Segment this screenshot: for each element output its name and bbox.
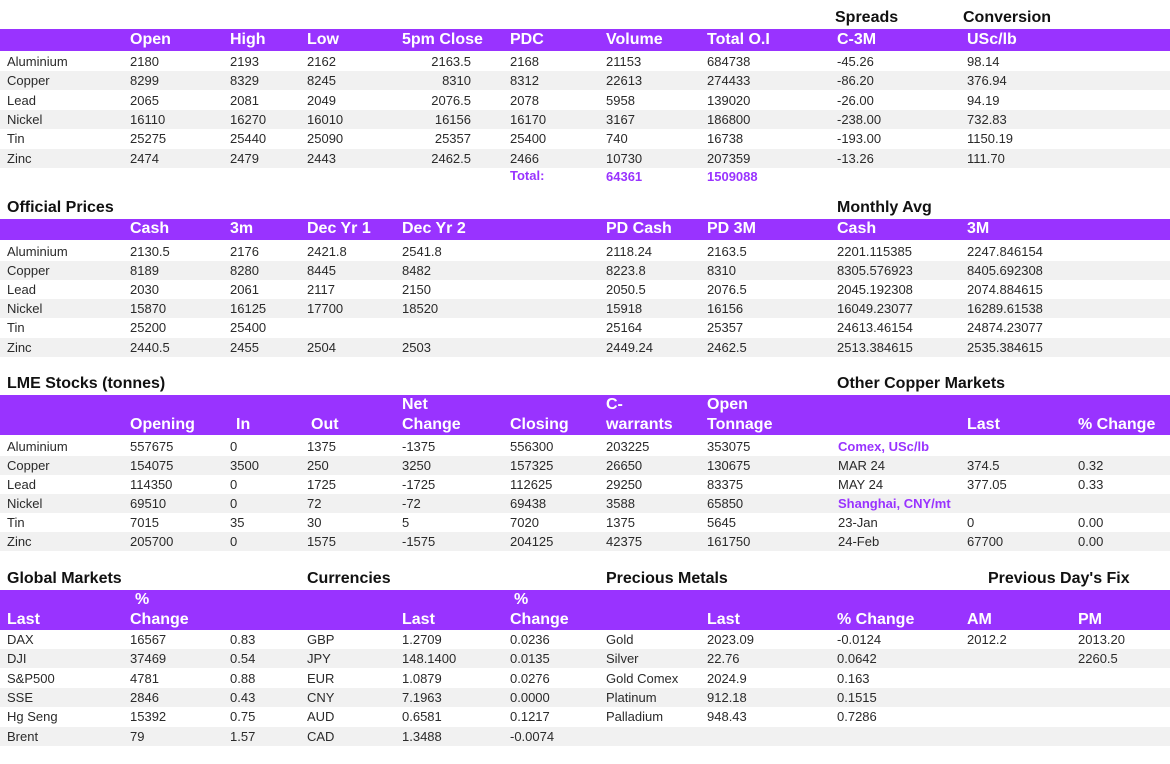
index-name: S&P500 [7, 670, 55, 686]
cell-conversion: 98.14 [967, 54, 1000, 69]
cell-last: 948.43 [707, 709, 747, 725]
cell-pd3m: 2076.5 [707, 282, 747, 298]
cell-pd3m: 2163.5 [707, 244, 747, 259]
cell-opening: 69510 [130, 496, 167, 511]
metal-name: Lead [7, 477, 36, 492]
index-name: Hg Seng [7, 709, 58, 725]
cell-opening: 154075 [130, 458, 174, 473]
cell-pdc: 8312 [510, 73, 539, 89]
column-header: 3M [967, 220, 990, 237]
cell-cash: 15870 [130, 301, 167, 317]
cell-open_tonnage: 161750 [707, 534, 751, 549]
cell-high: 2479 [230, 150, 259, 166]
cell-cash: 8189 [130, 263, 159, 279]
cell-cash: 2130.5 [130, 244, 170, 259]
cell-in: 3500 [230, 458, 259, 473]
cell-in: 0 [230, 439, 238, 454]
cell-pct-change: 0.0642 [837, 651, 877, 667]
cell-m3: 2176 [230, 244, 259, 259]
column-header: Volume [606, 31, 663, 48]
cell-pct-change: 0.32 [1078, 458, 1104, 473]
cell-pct-change: -0.0074 [510, 728, 555, 744]
cell-pm-fix: 2260.5 [1078, 651, 1118, 667]
cell-dec1: 8445 [307, 263, 336, 279]
metal-name: Nickel [7, 301, 43, 317]
column-header: Change [402, 416, 461, 433]
metal-name: Tin [7, 515, 25, 530]
cell-pct-change: 0.1217 [510, 709, 550, 725]
column-header: Last [402, 611, 435, 628]
cell-close5pm: 8310 [442, 73, 471, 89]
metal-name: Tin [7, 320, 25, 336]
cell-cwarrants: 29250 [606, 477, 643, 492]
column-header: In [236, 416, 251, 433]
cell-last: 37469 [130, 651, 167, 667]
metal-name: Zinc [7, 150, 32, 166]
cell-last: 22.76 [707, 651, 740, 667]
cell-closing: 7020 [510, 515, 539, 530]
cell-high: 2193 [230, 54, 259, 69]
cell-total_oi: 16738 [707, 131, 744, 147]
column-header: Last [967, 416, 1000, 433]
cell-opening: 557675 [130, 439, 174, 454]
contract-label: 23-Jan [838, 515, 878, 530]
cell-spread: -26.00 [837, 92, 874, 108]
cell-conversion: 94.19 [967, 92, 1000, 108]
cell-pct-change: 0.54 [230, 651, 256, 667]
cell-pct-change: 0.00 [1078, 534, 1104, 549]
cell-pct-change: 0.33 [1078, 477, 1104, 492]
cell-in: 0 [230, 477, 238, 492]
column-header: Closing [510, 416, 569, 433]
cell-in: 35 [230, 515, 245, 530]
cell-avgcash: 24613.46154 [837, 320, 913, 336]
column-header: % [135, 591, 150, 608]
currency-name: GBP [307, 632, 335, 647]
cell-total_oi: 207359 [707, 150, 751, 166]
header-band-official [0, 219, 1170, 240]
cell-opening: 205700 [130, 534, 174, 549]
monthly-avg-title: Monthly Avg [837, 199, 932, 216]
cell-last: 7.1963 [402, 689, 442, 705]
column-header: Low [307, 31, 339, 48]
column-header: % Change [837, 611, 915, 628]
row-stripe [0, 494, 1170, 513]
cell-cwarrants: 203225 [606, 439, 650, 454]
cell-low: 2443 [307, 150, 336, 166]
metal-name: Copper [7, 263, 50, 279]
currency-name: CNY [307, 689, 335, 705]
cell-pct-change: 1.57 [230, 728, 256, 744]
column-header: AM [967, 611, 992, 628]
cell-pct-change: 0.0135 [510, 651, 550, 667]
metal-name: Nickel [7, 496, 43, 511]
currency-name: AUD [307, 709, 335, 725]
total-open-interest: 1509088 [707, 169, 758, 184]
cell-conversion: 1150.19 [967, 131, 1014, 147]
cell-pct-change: 0.1515 [837, 689, 877, 705]
cell-avg3m: 2074.884615 [967, 282, 1043, 298]
cell-conversion: 376.94 [967, 73, 1007, 89]
cell-last: 16567 [130, 632, 167, 647]
cell-avgcash: 2045.192308 [837, 282, 913, 298]
cell-avg3m: 8405.692308 [967, 263, 1043, 279]
cell-dec1: 2117 [307, 282, 335, 298]
cell-m3: 2455 [230, 339, 259, 355]
cell-total_oi: 274433 [707, 73, 751, 89]
cell-low: 2162 [307, 54, 336, 69]
cell-cwarrants: 26650 [606, 458, 643, 473]
cell-pd3m: 2462.5 [707, 339, 747, 355]
metal-name: Copper [7, 73, 50, 89]
column-header: Out [311, 416, 339, 433]
cell-pdcash: 2449.24 [606, 339, 653, 355]
cell-net: 3250 [402, 458, 431, 473]
cell-open: 2474 [130, 150, 159, 166]
precious-metal-name: Palladium [606, 709, 664, 725]
column-header: Opening [130, 416, 195, 433]
precious-metal-name: Gold Comex [606, 670, 679, 686]
cell-last: 2846 [130, 689, 159, 705]
cell-out: 30 [307, 515, 322, 530]
cell-opening: 114350 [130, 477, 173, 492]
metal-name: Aluminium [7, 54, 68, 69]
column-header: Last [7, 611, 40, 628]
contract-label: MAY 24 [838, 477, 884, 492]
cell-pct-change: 0.0000 [510, 689, 550, 705]
cell-last: 2024.9 [707, 670, 747, 686]
cell-net: 5 [402, 515, 410, 530]
cell-total_oi: 684738 [707, 54, 751, 69]
contract-label: MAR 24 [838, 458, 885, 473]
cell-close5pm: 2163.5 [431, 54, 471, 69]
contract-label: 24-Feb [838, 534, 880, 549]
cell-last: 79 [130, 728, 145, 744]
column-header: Tonnage [707, 416, 773, 433]
cell-cash: 2440.5 [130, 339, 170, 355]
metal-name: Zinc [7, 534, 32, 549]
cell-dec1: 2504 [307, 339, 336, 355]
cell-last: 912.18 [707, 689, 747, 705]
cell-pct-change: -0.0124 [837, 632, 882, 647]
cell-out: 1725 [307, 477, 336, 492]
cell-conversion: 732.83 [967, 111, 1007, 127]
total-label: Total: [510, 168, 545, 183]
column-header: C-3M [837, 31, 877, 48]
cell-dec2: 8482 [402, 263, 431, 279]
column-header: USc/lb [967, 31, 1017, 48]
metal-name: Zinc [7, 339, 32, 355]
precious-metal-name: Silver [606, 651, 639, 667]
column-header: Cash [130, 220, 170, 237]
other-copper-title: Other Copper Markets [837, 375, 1006, 392]
cell-low: 2049 [307, 92, 336, 108]
cell-closing: 556300 [510, 439, 554, 454]
cell-out: 1375 [307, 439, 336, 454]
column-header: % [514, 591, 529, 608]
column-header: PM [1078, 611, 1102, 628]
currencies-title: Currencies [307, 570, 391, 587]
cell-pdc: 2078 [510, 92, 539, 108]
column-header: PD 3M [707, 220, 756, 237]
index-name: DJI [7, 651, 27, 667]
cell-in: 0 [230, 496, 238, 511]
total-volume: 64361 [606, 169, 643, 184]
cell-out: 72 [307, 496, 322, 511]
cell-closing: 112625 [510, 477, 553, 492]
metal-name: Lead [7, 92, 36, 108]
cell-net: -1375 [402, 439, 436, 454]
spreads-title: Spreads [835, 9, 899, 26]
row-stripe [0, 688, 1170, 707]
cell-spread: -86.20 [837, 73, 874, 89]
cell-net: -1725 [402, 477, 436, 492]
cell-avgcash: 2201.115385 [837, 244, 912, 259]
column-header: Net [402, 396, 428, 413]
cell-pct-change: 0.0276 [510, 670, 550, 686]
cell-open: 2065 [130, 92, 159, 108]
cell-high: 2081 [230, 92, 259, 108]
metal-name: Tin [7, 131, 25, 147]
column-header: PDC [510, 31, 544, 48]
cell-open: 2180 [130, 54, 159, 69]
cell-spread: -238.00 [837, 111, 882, 127]
cell-pd3m: 25357 [707, 320, 744, 336]
official-prices-title: Official Prices [7, 199, 114, 216]
cell-low: 25090 [307, 131, 344, 147]
cell-pm-fix: 2013.20 [1078, 632, 1125, 647]
cell-avgcash: 2513.384615 [837, 339, 913, 355]
cell-dec2: 2541.8 [402, 244, 442, 259]
column-header: Open [707, 396, 748, 413]
cell-spread: -193.00 [837, 131, 882, 147]
cell-in: 0 [230, 534, 238, 549]
currency-name: JPY [307, 651, 331, 667]
cell-open: 16110 [130, 111, 166, 127]
column-header: warrants [606, 416, 673, 433]
column-header: 5pm Close [402, 31, 483, 48]
cell-dec1: 17700 [307, 301, 344, 317]
cell-pdc: 2168 [510, 54, 539, 69]
column-header: % Change [1078, 416, 1156, 433]
cell-avg3m: 2247.846154 [967, 244, 1043, 259]
metal-name: Nickel [7, 111, 43, 127]
cell-closing: 204125 [510, 534, 554, 549]
cell-m3: 16125 [230, 301, 267, 317]
column-header: High [230, 31, 266, 48]
cell-pd3m: 16156 [707, 301, 744, 317]
global-markets-title: Global Markets [7, 570, 122, 587]
index-name: SSE [7, 689, 34, 705]
cell-avg3m: 16289.61538 [967, 301, 1043, 317]
cell-last: 374.5 [967, 458, 1000, 473]
cell-pdcash: 25164 [606, 320, 643, 336]
cell-pdcash: 8223.8 [606, 263, 646, 279]
cell-volume: 10730 [606, 150, 643, 166]
cell-closing: 157325 [510, 458, 554, 473]
column-header: C- [606, 396, 623, 413]
conversion-title: Conversion [963, 9, 1052, 26]
previous-day-fix-title: Previous Day's Fix [988, 570, 1130, 587]
metal-name: Aluminium [7, 244, 68, 259]
cell-low: 16010 [307, 111, 344, 127]
cell-volume: 22613 [606, 73, 643, 89]
cell-pct-change: 0.00 [1078, 515, 1104, 530]
cell-out: 1575 [307, 534, 336, 549]
column-header: Dec Yr 2 [402, 220, 466, 237]
column-header: Change [510, 611, 569, 628]
cell-avg3m: 24874.23077 [967, 320, 1043, 336]
cell-net: -72 [402, 496, 421, 511]
cell-pct-change: 0.0236 [510, 632, 550, 647]
cell-pct-change: 0.83 [230, 632, 256, 647]
cell-open_tonnage: 65850 [707, 496, 744, 511]
cell-open_tonnage: 83375 [707, 477, 744, 492]
precious-metal-name: Gold [606, 632, 634, 647]
cell-pdcash: 2050.5 [606, 282, 646, 298]
cell-opening: 7015 [130, 515, 159, 530]
cell-volume: 21153 [606, 54, 642, 69]
cell-cwarrants: 42375 [606, 534, 643, 549]
cell-volume: 740 [606, 131, 628, 147]
cell-dec1: 2421.8 [307, 244, 347, 259]
lme-stocks-title: LME Stocks (tonnes) [7, 375, 166, 392]
index-name: Brent [7, 728, 39, 744]
precious-metals-title: Precious Metals [606, 570, 728, 587]
cell-avgcash: 16049.23077 [837, 301, 913, 317]
cell-out: 250 [307, 458, 329, 473]
column-header: Change [130, 611, 189, 628]
index-name: DAX [7, 632, 34, 647]
cell-volume: 5958 [606, 92, 635, 108]
metal-name: Copper [7, 458, 50, 473]
cell-m3: 8280 [230, 263, 259, 279]
cell-last: 377.05 [967, 477, 1007, 492]
cell-am-fix: 2012.2 [967, 632, 1007, 647]
cell-spread: -13.26 [837, 150, 874, 166]
column-header: 3m [230, 220, 254, 237]
metal-name: Lead [7, 282, 36, 298]
cell-last: 0 [967, 515, 975, 530]
cell-open_tonnage: 353075 [707, 439, 751, 454]
cell-pct-change: 0.7286 [837, 709, 877, 725]
cell-total_oi: 186800 [707, 111, 751, 127]
column-header: PD Cash [606, 220, 672, 237]
cell-cash: 2030 [130, 282, 159, 298]
cell-dec2: 2503 [402, 339, 431, 355]
cell-spread: -45.26 [837, 54, 874, 69]
row-stripe [0, 649, 1170, 668]
cell-last: 4781 [130, 670, 159, 686]
cell-last: 0.6581 [402, 709, 442, 725]
column-header: Open [130, 31, 171, 48]
cell-last: 2023.09 [707, 632, 754, 647]
cell-pdc: 2466 [510, 150, 539, 166]
cell-open_tonnage: 130675 [707, 458, 751, 473]
cell-cwarrants: 3588 [606, 496, 635, 511]
cell-m3: 2061 [230, 282, 259, 298]
cell-dec2: 2150 [402, 282, 431, 298]
cell-open: 25275 [130, 131, 167, 147]
cell-last: 15392 [130, 709, 167, 725]
cell-pd3m: 8310 [707, 263, 736, 279]
cell-cash: 25200 [130, 320, 167, 336]
cell-high: 8329 [230, 73, 259, 89]
cell-last: 148.1400 [402, 651, 457, 667]
cell-net: -1575 [402, 534, 436, 549]
cell-pct-change: 0.43 [230, 689, 256, 705]
market-group-label: Shanghai, CNY/mt [838, 496, 951, 511]
cell-volume: 3167 [606, 111, 635, 127]
cell-last: 1.3488 [402, 728, 442, 744]
cell-last: 67700 [967, 534, 1004, 549]
cell-total_oi: 139020 [707, 92, 751, 108]
cell-open_tonnage: 5645 [707, 515, 736, 530]
cell-close5pm: 2462.5 [431, 150, 471, 166]
cell-pdc: 25400 [510, 131, 547, 147]
column-header: Dec Yr 1 [307, 220, 371, 237]
column-header: Cash [837, 220, 877, 237]
cell-last: 1.2709 [402, 632, 442, 647]
cell-pct-change: 0.88 [230, 670, 256, 686]
metal-name: Aluminium [7, 439, 68, 454]
cell-open: 8299 [130, 73, 159, 89]
cell-last: 1.0879 [402, 670, 442, 686]
precious-metal-name: Platinum [606, 689, 657, 705]
column-header: Total O.I [707, 31, 770, 48]
cell-pct-change: 0.163 [837, 670, 870, 686]
cell-high: 16270 [230, 111, 267, 127]
cell-pdc: 16170 [510, 111, 547, 127]
cell-close5pm: 25357 [434, 131, 471, 147]
cell-conversion: 111.70 [967, 150, 1005, 166]
cell-dec2: 18520 [402, 301, 439, 317]
column-header: Last [707, 611, 740, 628]
cell-close5pm: 2076.5 [431, 92, 471, 108]
cell-low: 8245 [307, 73, 336, 89]
cell-cwarrants: 1375 [606, 515, 635, 530]
cell-avgcash: 8305.576923 [837, 263, 913, 279]
currency-name: EUR [307, 670, 335, 686]
cell-avg3m: 2535.384615 [967, 339, 1043, 355]
currency-name: CAD [307, 728, 335, 744]
cell-pdcash: 2118.24 [606, 244, 653, 259]
row-stripe [0, 727, 1170, 746]
cell-close5pm: 16156 [434, 111, 471, 127]
cell-closing: 69438 [510, 496, 547, 511]
cell-high: 25440 [230, 131, 267, 147]
market-group-label: Comex, USc/lb [838, 439, 930, 454]
cell-m3: 25400 [230, 320, 267, 336]
cell-pdcash: 15918 [606, 301, 643, 317]
cell-pct-change: 0.75 [230, 709, 256, 725]
